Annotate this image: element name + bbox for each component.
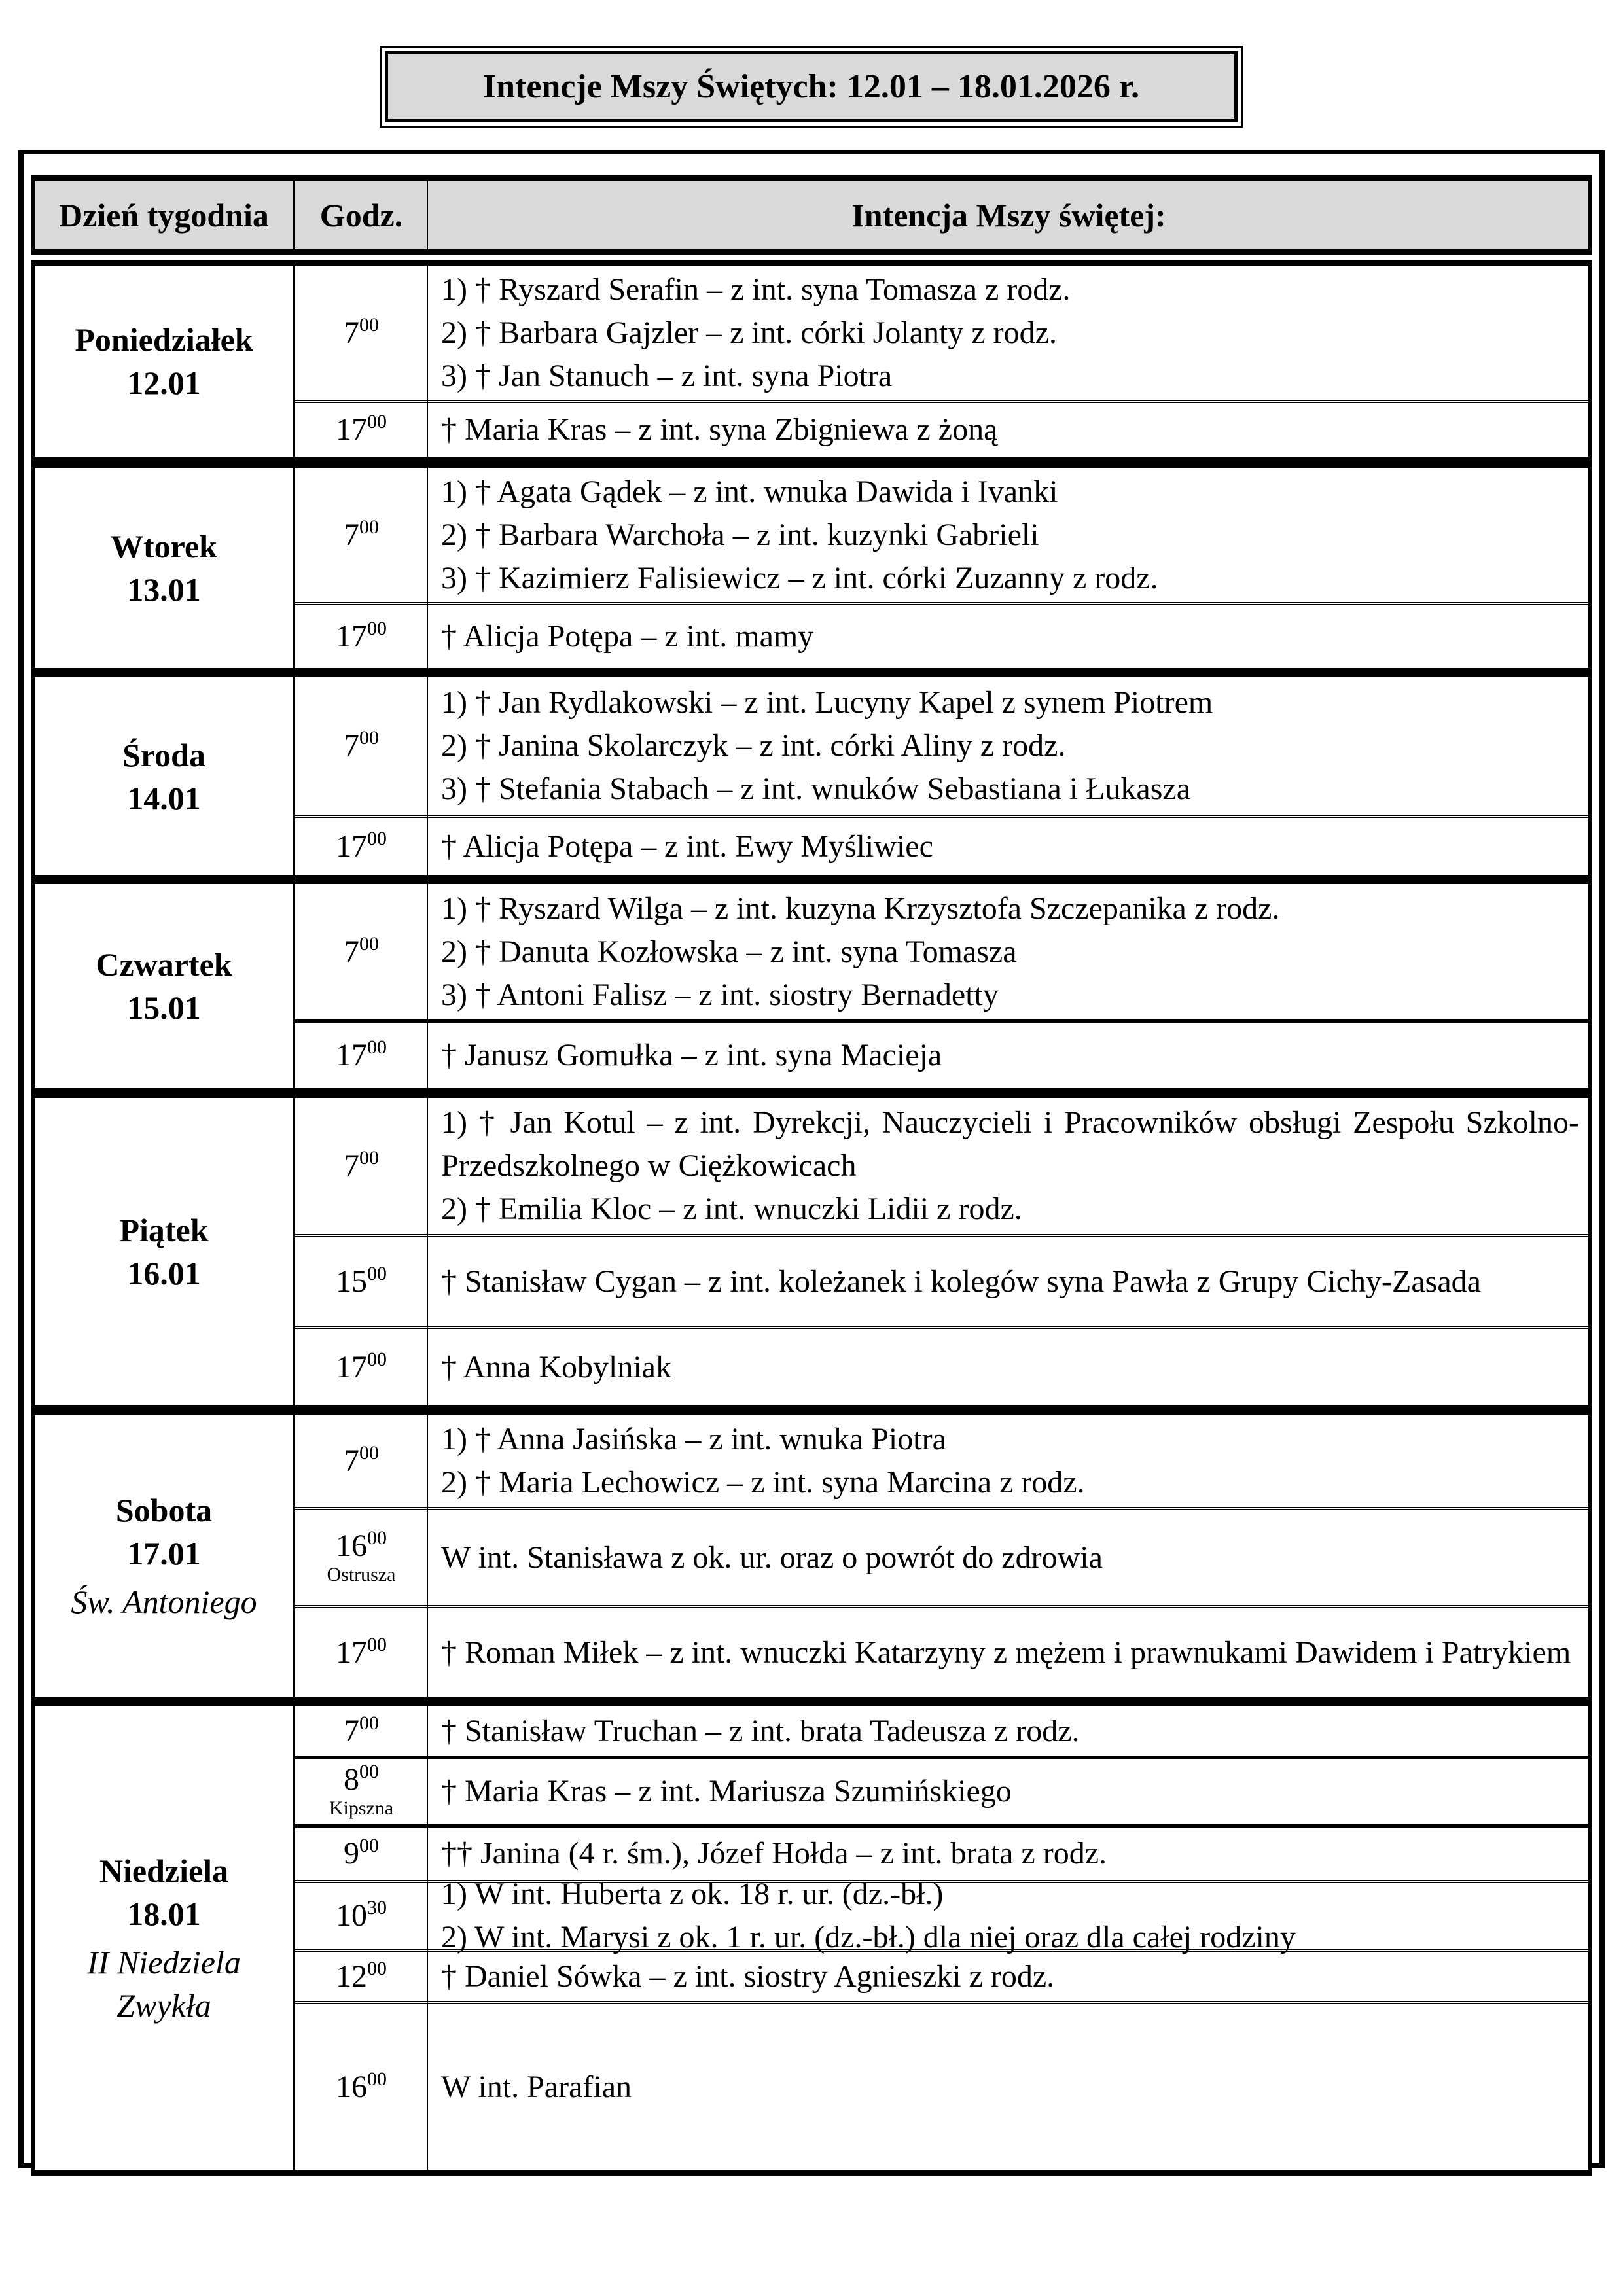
mass-time: [295, 1608, 427, 1697]
time-hour: 17: [336, 1038, 367, 1072]
mass-slot: [295, 1234, 1588, 1326]
day-block: [31, 1093, 1592, 1411]
table-header: [31, 175, 1592, 255]
mass-time: [295, 1023, 427, 1088]
time-hour: 16: [336, 1528, 367, 1563]
mass-time: [295, 1415, 427, 1507]
time-minutes: 30: [367, 1897, 387, 1918]
mass-time: [295, 403, 427, 457]
time-hour: 17: [336, 1349, 367, 1385]
mass-time: [295, 2004, 427, 2170]
day-date: 15.01: [127, 989, 201, 1026]
time-minutes: 00: [359, 727, 379, 749]
mass-location: Kipszna: [329, 1797, 394, 1819]
time-hour: 17: [336, 1634, 367, 1670]
mass-time: [295, 1237, 427, 1326]
intention-cell: [429, 1237, 1588, 1326]
intention-text: † Maria Kras – z int. syna Zbigniewa z żoną: [441, 412, 998, 447]
day-date: 17.01: [127, 1535, 201, 1572]
time-minutes: 00: [367, 1348, 387, 1370]
time-minutes: 00: [359, 1761, 379, 1782]
time-minutes: 00: [367, 618, 387, 639]
schedule-table: [18, 150, 1605, 2168]
header-day: Dzień tygodnia: [59, 196, 269, 234]
day-name: Piątek: [119, 1212, 209, 1248]
mass-time: [295, 1098, 427, 1234]
mass-time: [295, 884, 427, 1019]
intention-text: † Daniel Sówka – z int. siostry Agnieszki z rodz.: [441, 1958, 1055, 1994]
time-hour: 15: [336, 1263, 367, 1299]
intention-text: 2) † Barbara Warchoła – z int. kuzynki Gabrieli: [441, 517, 1039, 552]
time-hour: 16: [336, 2069, 367, 2104]
time-value: [344, 1763, 379, 1797]
day-name: Wtorek: [111, 528, 217, 565]
time-value: [344, 729, 379, 763]
intention-text: 1) † Ryszard Wilga – z int. kuzyna Krzysztofa Szczepanika z rodz.: [441, 891, 1280, 926]
intention-text: † Stanisław Truchan – z int. brata Tadeusza z rodz.: [441, 1713, 1080, 1748]
time-value: [336, 1529, 387, 1563]
time-minutes: 00: [367, 1036, 387, 1058]
intention-text: 3) † Jan Stanuch – z int. syna Piotra: [441, 358, 893, 393]
time-value: [344, 1837, 379, 1871]
intention-text: 3) † Stefania Stabach – z int. wnuków Sebastiana i Łukasza: [441, 771, 1191, 806]
intention-cell: [429, 1828, 1588, 1880]
intention-cell: [429, 1098, 1588, 1234]
time-minutes: 00: [359, 313, 379, 336]
intention-text: † Roman Miłek – z int. wnuczki Katarzyny z mężem i prawnukami Dawidem i Patrykiem: [441, 1634, 1571, 1670]
day-block: [31, 672, 1592, 881]
intention-text: † Alicja Potępa – z int. mamy: [441, 619, 814, 654]
mass-slot: [295, 1824, 1588, 1880]
day-cell: [35, 677, 293, 875]
intention-cell: [429, 1023, 1588, 1088]
time-value: [336, 1899, 387, 1933]
time-minutes: 00: [359, 516, 379, 538]
day-block: [31, 463, 1592, 674]
time-value: [336, 830, 387, 864]
day-date: 13.01: [127, 571, 201, 608]
intention-text: W int. Parafian: [441, 2069, 632, 2104]
intention-text: W int. Stanisława z ok. ur. oraz o powrót do zdrowia: [441, 1540, 1103, 1575]
time-minutes: 00: [367, 411, 387, 433]
time-value: [336, 620, 387, 654]
time-value: [344, 313, 379, 350]
day-block: [31, 879, 1592, 1094]
time-hour: 12: [336, 1958, 367, 1994]
time-hour: 7: [344, 1713, 359, 1748]
day-name: Sobota: [115, 1492, 213, 1528]
day-cell: [35, 266, 293, 457]
intention-text: † Maria Kras – z int. Mariusza Szumińskiego: [441, 1774, 1012, 1809]
mass-time: [295, 1759, 427, 1824]
mass-time: [295, 818, 427, 875]
mass-slot: [295, 1326, 1588, 1405]
time-minutes: 00: [359, 1442, 379, 1464]
time-value: [336, 413, 387, 447]
mass-time: [295, 1329, 427, 1405]
mass-location: Ostrusza: [327, 1563, 396, 1585]
intention-cell: [429, 1510, 1588, 1605]
mass-slot: [295, 677, 1588, 815]
time-minutes: 00: [367, 1633, 387, 1655]
time-hour: 7: [344, 1443, 359, 1478]
time-minutes: 00: [367, 1527, 387, 1549]
intention-cell: [429, 818, 1588, 875]
time-hour: 7: [344, 315, 359, 350]
intention-cell: [429, 1608, 1588, 1697]
time-hour: 7: [344, 1148, 359, 1183]
day-name: Niedziela: [99, 1852, 229, 1889]
day-date: 18.01: [127, 1896, 201, 1932]
time-minutes: 00: [359, 1712, 379, 1734]
mass-slot: [295, 266, 1588, 400]
time-minutes: 00: [359, 1147, 379, 1169]
mass-slot: [295, 1507, 1588, 1605]
day-date: 16.01: [127, 1255, 201, 1292]
time-minutes: 00: [359, 1835, 379, 1856]
mass-slot: [295, 1605, 1588, 1697]
intention-text: 1) † Jan Kotul – z int. Dyrekcji, Nauczycieli i Pracowników obsługi Zespołu Szkolno-Przedszkolnego w Ciężkowicach: [441, 1105, 1579, 1183]
mass-slot: [295, 468, 1588, 602]
time-hour: 17: [336, 412, 367, 447]
time-value: [344, 1714, 379, 1748]
intention-cell: [429, 403, 1588, 457]
intention-text: 1) † Agata Gądek – z int. wnuka Dawida i Ivanki: [441, 474, 1058, 509]
time-hour: 9: [344, 1836, 359, 1871]
intention-text: 1) † Ryszard Serafin – z int. syna Tomasza z rodz.: [441, 272, 1071, 307]
intention-text: † Alicja Potępa – z int. Ewy Myśliwiec: [441, 829, 933, 864]
mass-time: [295, 1828, 427, 1880]
intention-text: † Stanisław Cygan – z int. koleżanek i kolegów syna Pawła z Grupy Cichy-Zasada: [441, 1263, 1481, 1299]
mass-time: [295, 468, 427, 602]
day-cell: [35, 1415, 293, 1697]
liturgical-note: Św. Antoniego: [71, 1583, 257, 1620]
day-block: [31, 1410, 1592, 1703]
intention-text: 1) † Anna Jasińska – z int. wnuka Piotra: [441, 1422, 946, 1457]
time-minutes: 00: [367, 1262, 387, 1284]
intention-cell: [429, 605, 1588, 668]
mass-slot: [295, 1098, 1588, 1234]
intention-text: 3) † Antoni Falisz – z int. siostry Bernadetty: [441, 977, 999, 1012]
mass-slot: [295, 602, 1588, 668]
mass-slot: [295, 2001, 1588, 2170]
mass-slot: [295, 1706, 1588, 1756]
document-title: Intencje Mszy Świętych: 12.01 – 18.01.2026 r.: [385, 51, 1238, 122]
time-value: [344, 1149, 379, 1183]
intention-cell: [429, 884, 1588, 1019]
day-cell: [35, 1098, 293, 1405]
intention-text: 1) W int. Huberta z ok. 18 r. ur. (dz.-bł.): [441, 1877, 944, 1911]
intention-cell: [429, 1952, 1588, 2001]
day-block: [31, 260, 1592, 463]
mass-slot: [295, 884, 1588, 1019]
intention-text: 2) † Danuta Kozłowska – z int. syna Tomasza: [441, 934, 1017, 969]
mass-time: [295, 1706, 427, 1756]
mass-time: [295, 266, 427, 400]
time-value: [336, 1633, 387, 1670]
intention-text: 2) † Janina Skolarczyk – z int. córki Aliny z rodz.: [441, 728, 1066, 763]
time-value: [344, 932, 379, 969]
day-name: Poniedziałek: [75, 321, 253, 358]
day-cell: [35, 468, 293, 668]
day-name: Czwartek: [96, 946, 232, 983]
day-date: 12.01: [127, 364, 201, 401]
time-hour: 8: [344, 1762, 359, 1797]
mass-time: [295, 1510, 427, 1605]
time-value: [336, 1957, 387, 1994]
intention-text: 2) † Emilia Kloc – z int. wnuczki Lidii z rodz.: [441, 1192, 1022, 1226]
intention-text: † Janusz Gomułka – z int. syna Macieja: [441, 1038, 942, 1072]
time-value: [344, 518, 379, 552]
intention-cell: [429, 1877, 1588, 1954]
mass-slot: [295, 1877, 1588, 1954]
mass-slot: [295, 815, 1588, 875]
time-hour: 7: [344, 934, 359, 969]
intention-text: † Anna Kobylniak: [441, 1349, 671, 1385]
day-cell: [35, 884, 293, 1088]
mass-time: [295, 1952, 427, 2001]
intention-cell: [429, 1329, 1588, 1405]
title-box: [380, 46, 1243, 128]
time-hour: 7: [344, 728, 359, 763]
intention-cell: [429, 468, 1588, 602]
liturgical-note: II Niedziela Zwykła: [87, 1944, 241, 2024]
mass-slot: [295, 1949, 1588, 2001]
time-value: [344, 1444, 379, 1478]
intention-text: 2) W int. Marysi z ok. 1 r. ur. (dz.-bł.) dla niej oraz dla całej rodziny: [441, 1920, 1296, 1954]
time-minutes: 00: [359, 932, 379, 955]
intention-cell: [429, 1706, 1588, 1756]
time-value: [336, 2070, 387, 2104]
day-name: Środa: [122, 736, 205, 773]
intention-text: 2) † Barbara Gajzler – z int. córki Jolanty z rodz.: [441, 315, 1057, 350]
mass-slot: [295, 1756, 1588, 1824]
time-hour: 7: [344, 517, 359, 552]
intention-text: 1) † Jan Rydlakowski – z int. Lucyny Kapel z synem Piotrem: [441, 685, 1213, 720]
intention-cell: [429, 2004, 1588, 2170]
intention-cell: [429, 266, 1588, 400]
mass-time: [295, 1883, 427, 1949]
day-block: [31, 1701, 1592, 2176]
time-value: [336, 1348, 387, 1385]
intention-cell: [429, 1759, 1588, 1824]
time-minutes: 00: [367, 1957, 387, 1979]
intention-text: 2) † Maria Lechowicz – z int. syna Marcina z rodz.: [441, 1465, 1085, 1500]
mass-slot: [295, 1415, 1588, 1507]
intention-text: †† Janina (4 r. śm.), Józef Hołda – z int. brata z rodz.: [441, 1836, 1107, 1871]
time-hour: 17: [336, 829, 367, 864]
mass-time: [295, 677, 427, 815]
time-hour: 17: [336, 619, 367, 654]
intention-text: 3) † Kazimierz Falisiewicz – z int. córki Zuzanny z rodz.: [441, 560, 1158, 595]
time-minutes: 00: [367, 2068, 387, 2090]
intention-cell: [429, 677, 1588, 815]
time-hour: 10: [336, 1898, 367, 1933]
mass-time: [295, 605, 427, 668]
header-time: Godz.: [319, 196, 403, 234]
time-value: [336, 1262, 387, 1299]
intention-cell: [429, 1415, 1588, 1507]
mass-slot: [295, 1019, 1588, 1088]
day-cell: [35, 1706, 293, 2170]
header-intention: Intencja Mszy świętej:: [851, 196, 1166, 234]
time-value: [336, 1038, 387, 1072]
day-date: 14.01: [127, 779, 201, 817]
mass-slot: [295, 400, 1588, 457]
time-minutes: 00: [367, 828, 387, 849]
